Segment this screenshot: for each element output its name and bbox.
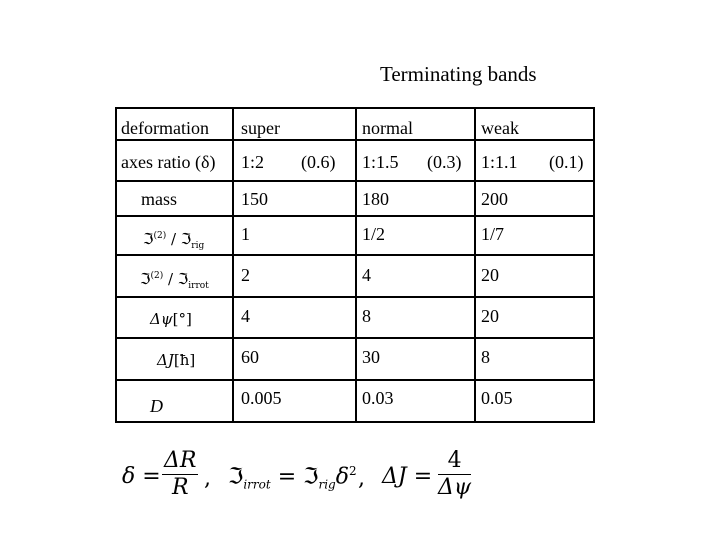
inertia-irrot-weak: 20 [481,265,499,285]
formula-dj-numerator: 4 [438,448,471,475]
inertia-rig-super: 1 [241,224,250,244]
row-label-mass: mass [141,189,177,209]
delta-super: (0.6) [301,152,336,172]
ratio-super: 1:2 [241,152,265,172]
row-label-d: D [150,396,163,416]
formula-dj-fraction [438,448,471,501]
formula-dj-lhs: ΔJ = [382,464,433,489]
delta-psi-super: 4 [241,306,250,326]
header-weak: weak [481,118,519,138]
formula-delta-denominator: R [171,475,189,500]
formula-delta-lhs: δ = [122,464,161,489]
formula-delta-numerator: ΔR [164,448,197,473]
inertia-irrot-super: 2 [241,265,250,285]
formula-comma-1: , [204,466,211,491]
mass-super: 150 [241,189,268,209]
axes-ratio-label: axes ratio (δ) [121,152,216,172]
row-label-inertia-rig: ℑ$^{(2)}$ / ℑ$_{rig}$ [143,230,205,251]
formula-inertia-relation: ℑ$_{irrot}$ = $ℑ_{rig}\delta^2$ [228,464,357,492]
delta-weak: (0.1) [549,152,584,172]
delta-psi-normal: 8 [362,306,371,326]
header-normal: normal [362,118,413,138]
row-label-delta-psi: Δψ[°] [150,310,192,328]
formula-comma-2: , [358,466,365,491]
delta-psi-weak: 20 [481,306,499,326]
delta-j-super: 60 [241,347,259,367]
row-label-inertia-irrot: ℑ$^{(2)}$ / ℑ$_{irrot}$ [140,270,209,291]
page-title: Terminating bands [380,62,537,86]
header-deformation: deformation [121,118,209,138]
d-weak: 0.05 [481,388,513,408]
ratio-normal: 1:1.5 [362,152,399,172]
definitions-formula [120,448,540,508]
mass-normal: 180 [362,189,389,209]
inertia-rig-normal: 1/2 [362,224,386,244]
mass-weak: 200 [481,189,508,209]
delta-normal: (0.3) [427,152,462,172]
header-super: super [241,118,280,138]
d-super: 0.005 [241,388,282,408]
inertia-rig-weak: 1/7 [481,224,505,244]
d-normal: 0.03 [362,388,394,408]
delta-j-weak: 8 [481,347,490,367]
formula-dj-denominator: Δψ [438,475,472,500]
inertia-irrot-normal: 4 [362,265,371,285]
delta-j-normal: 30 [362,347,380,367]
ratio-weak: 1:1.1 [481,152,518,172]
row-label-delta-j: ΔJ[ħ] [157,351,196,369]
formula-delta-fraction [162,448,198,501]
